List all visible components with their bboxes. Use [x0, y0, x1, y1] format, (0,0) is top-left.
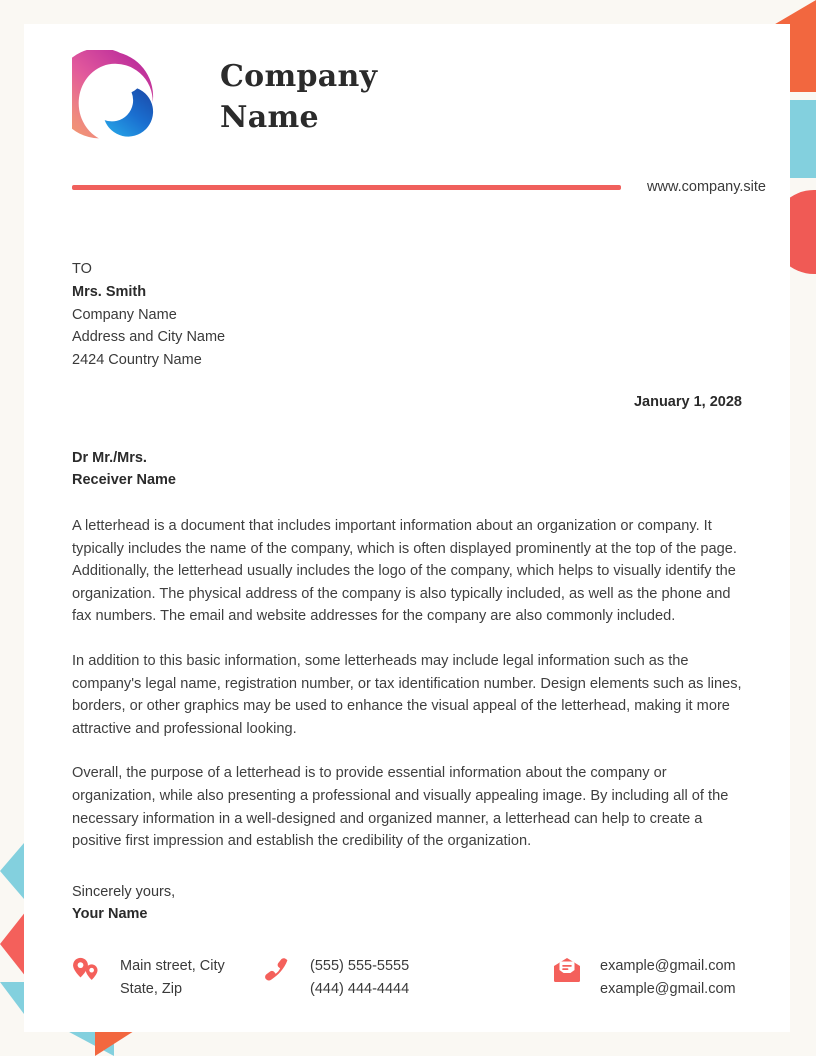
- footer-phone-line-2: (444) 444-4444: [310, 980, 410, 997]
- footer-email-line-1[interactable]: example@gmail.com: [600, 957, 736, 974]
- footer-email-item: [552, 955, 742, 1001]
- salutation-block: [72, 447, 742, 491]
- footer-address-line-2: State, Zip: [120, 980, 183, 997]
- recipient-country: 2424 Country Name: [72, 352, 202, 369]
- company-logo-icon: [72, 50, 168, 146]
- location-pin-icon: [72, 955, 102, 983]
- company-name-heading: [220, 57, 377, 139]
- recipient-company: Company Name: [72, 306, 177, 323]
- recipient-to-label: TO: [72, 261, 92, 277]
- website-url[interactable]: www.company.site: [647, 179, 766, 195]
- footer-phone-item: [262, 955, 552, 1001]
- salutation-line-2: Receiver Name: [72, 471, 176, 488]
- company-name-line-2: Name: [220, 100, 319, 135]
- body-paragraph-3: Overall, the purpose of a letterhead is to provide essential information about the company or organization, while also presenting a professional and visually appealing image. By including all of the necessary information in a well-designed and organized manner, a letterhead can help to create a positive first impression and establish the credibility of the organization.: [72, 765, 729, 850]
- company-name-line-1: Company: [220, 59, 378, 95]
- red-divider-line: [72, 185, 621, 190]
- footer-email-line-2[interactable]: example@gmail.com: [600, 980, 736, 997]
- closing-sign-off: Sincerely yours,: [72, 883, 176, 900]
- letterhead-page: [24, 24, 790, 1032]
- footer-address-text: [120, 955, 225, 1001]
- body-paragraph-1: A letterhead is a document that includes important information about an organization or company. It typically includes the name of the company, which is often displayed prominently at the top of the page. Additionally, the letterhead usually includes the logo of the company, which helps to visually identify the organization. The physical address of the company is also typically included, as well as the phone and fax numbers. The email and website addresses for the company are also commonly included.: [72, 517, 737, 625]
- footer-phone-line-1: (555) 555-5555: [310, 957, 410, 974]
- recipient-block: [72, 258, 742, 372]
- header-divider-row: [48, 174, 766, 200]
- footer-address-item: [72, 955, 262, 1001]
- letterhead-header: [48, 24, 766, 152]
- closing-block: [72, 881, 742, 925]
- letterhead-footer: [48, 955, 766, 1001]
- envelope-message-icon: [552, 955, 582, 983]
- recipient-address: Address and City Name: [72, 329, 226, 346]
- phone-icon: [262, 955, 292, 983]
- footer-address-line-1: Main street, City: [120, 957, 225, 974]
- closing-signer-name: Your Name: [72, 905, 148, 922]
- salutation-line-1: Dr Mr./Mrs.: [72, 449, 147, 466]
- recipient-name: Mrs. Smith: [72, 283, 147, 300]
- letter-date: January 1, 2028: [633, 393, 742, 410]
- footer-email-text: [600, 955, 736, 1001]
- footer-phone-text: [310, 955, 409, 1001]
- letter-body: [48, 258, 766, 925]
- body-paragraph-2: In addition to this basic information, some letterheads may include legal information such as the company's legal name, registration number, or tax identification number. Design elements such as lines, borders, or other graphics may be used to enhance the visual appeal of the letterhead, making it more attractive and professional looking.: [72, 652, 742, 737]
